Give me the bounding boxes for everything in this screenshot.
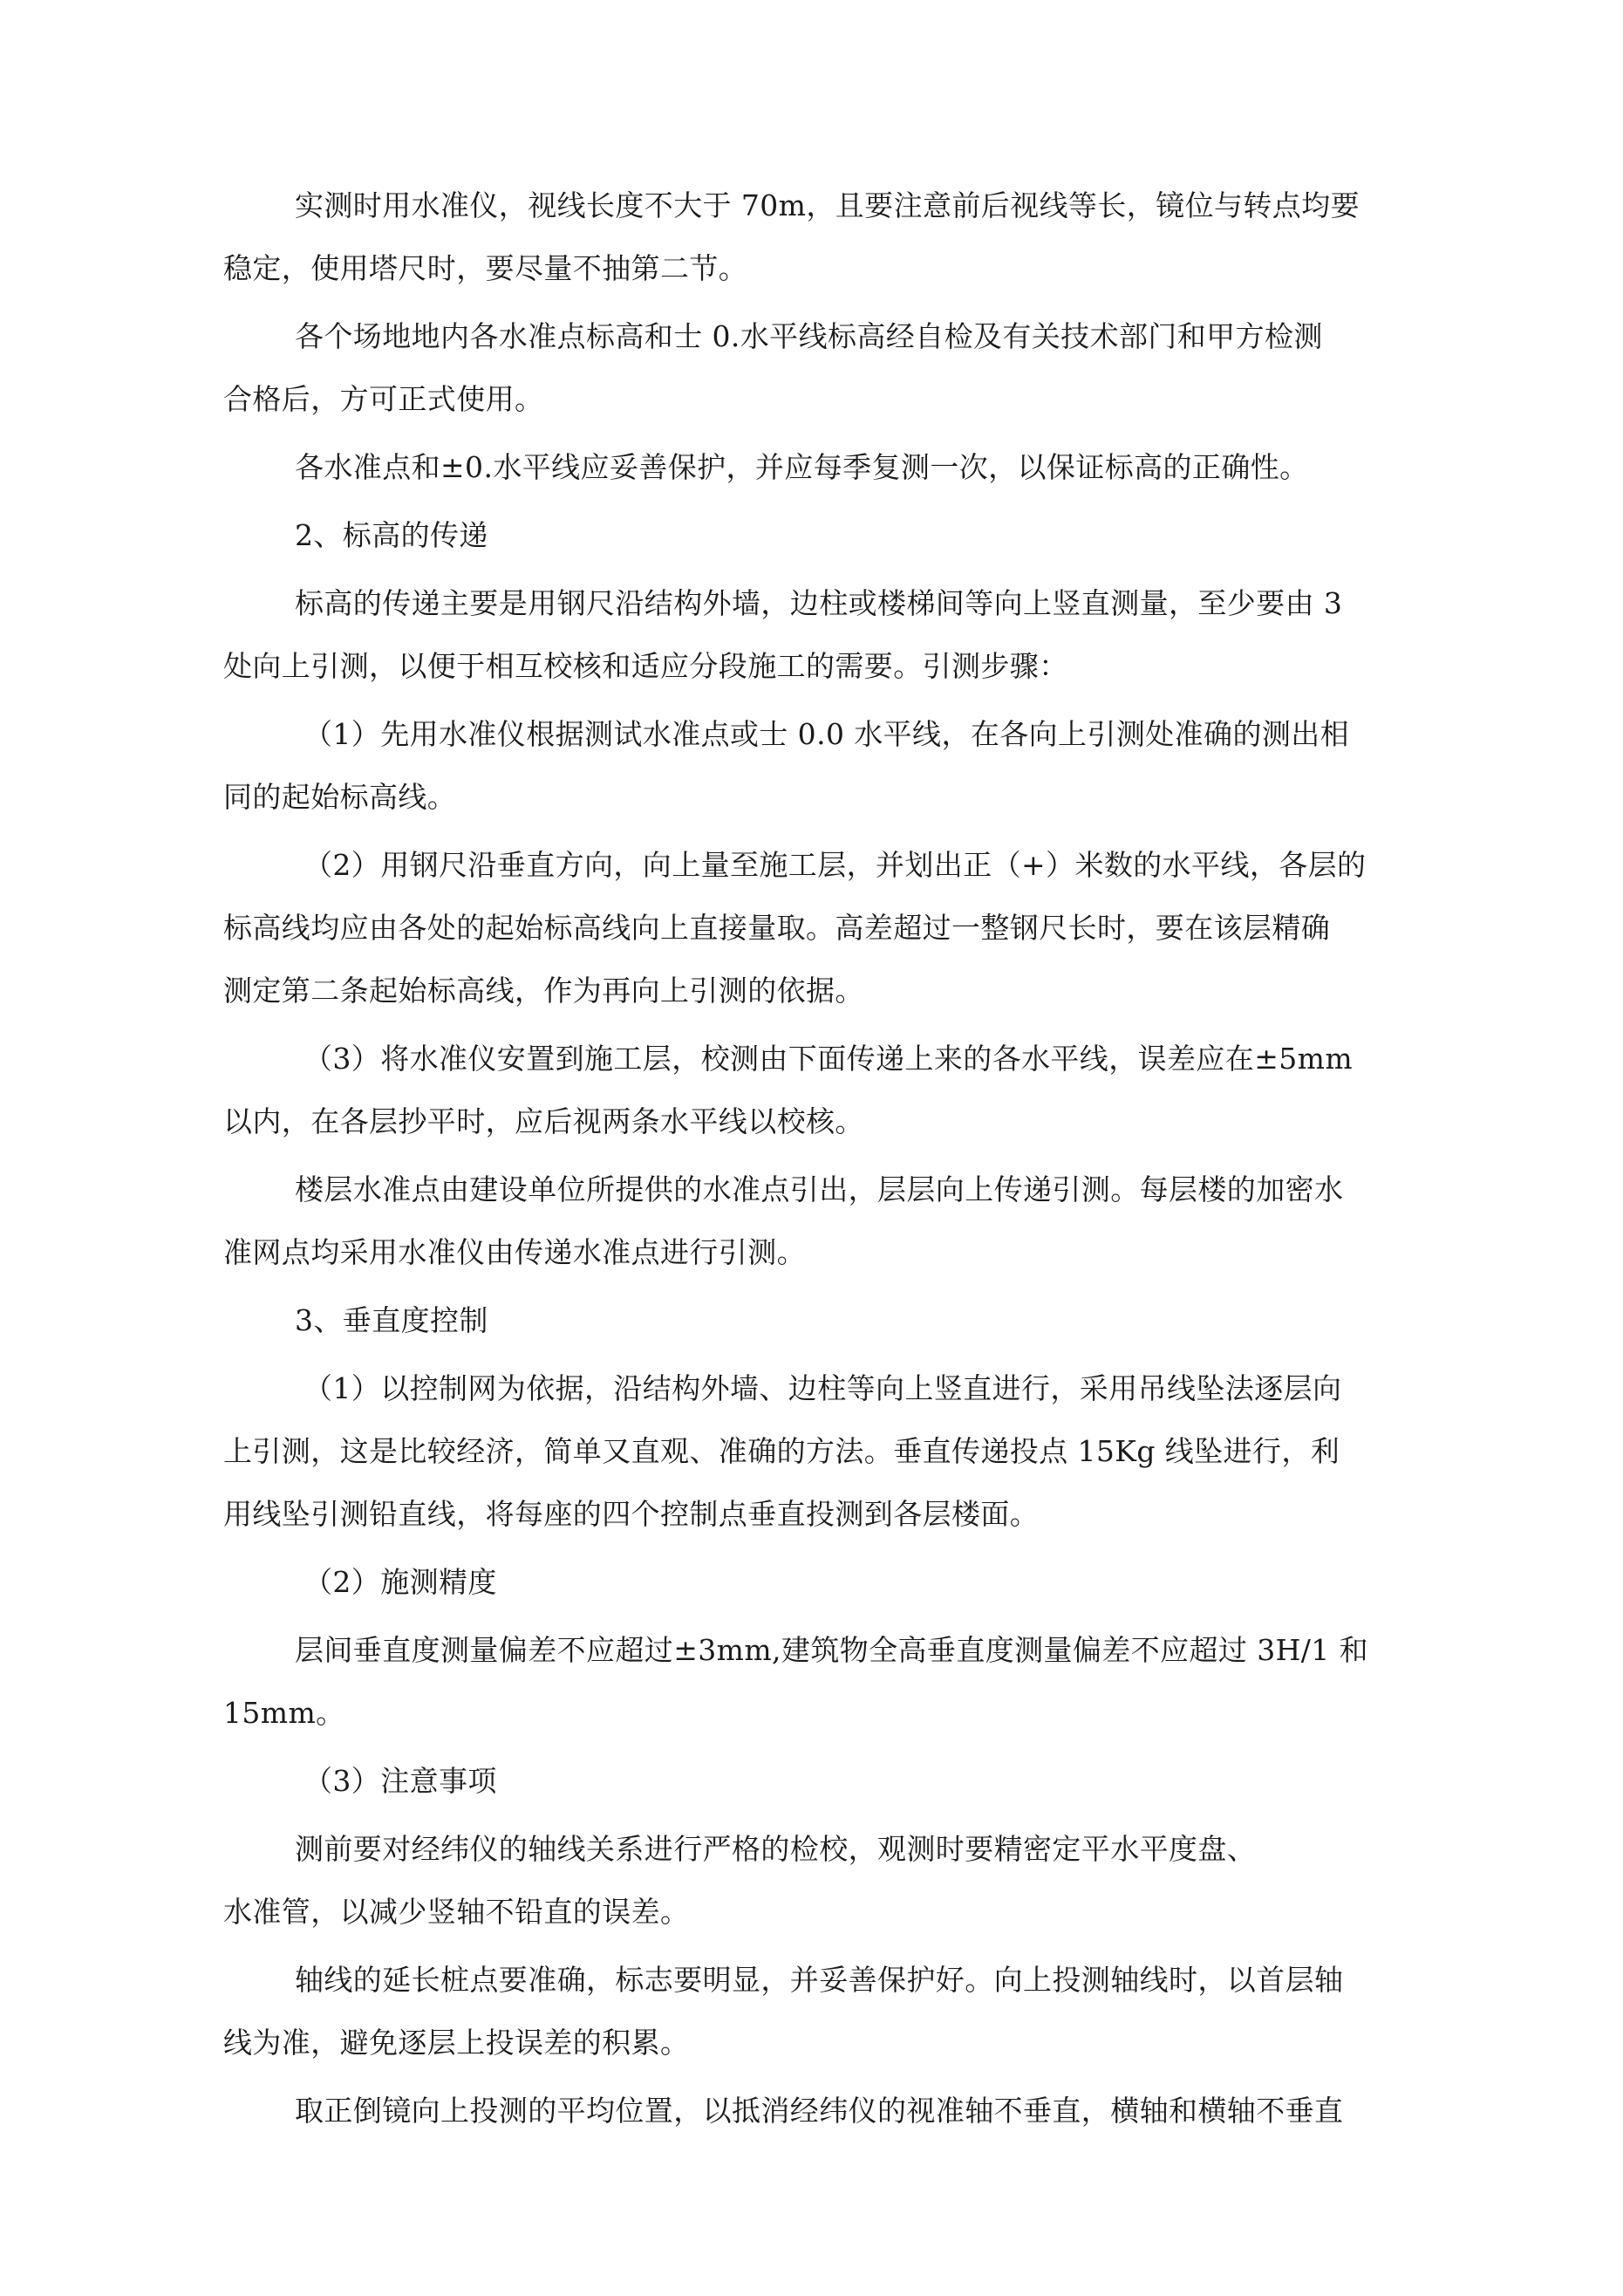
- text-line: （3）注意事项: [303, 1764, 497, 1798]
- paragraph: [295, 2080, 1420, 2142]
- paragraph: [223, 1357, 1420, 1546]
- text-line: 层间垂直度测量偏差不应超过±3mm,建筑物全高垂直度测量偏差不应超过 3H/1 和: [295, 1633, 1368, 1667]
- text-line: 稳定，使用塔尺时，要尽量不抽第二节。: [223, 251, 748, 285]
- text-line: 上引测，这是比较经济，简单又直观、准确的方法。垂直传递投点 15Kg 线坠进行，利: [223, 1434, 1340, 1468]
- text-line: 以内，在各层抄平时，应后视两条水平线以校核。: [223, 1104, 864, 1138]
- paragraph: [223, 1028, 1420, 1153]
- document-body: [223, 174, 1420, 2142]
- paragraph: [223, 174, 1420, 300]
- text-line: （1）以控制网为依据，沿结构外墙、边柱等向上竖直进行，采用吊线坠法逐层向: [303, 1371, 1342, 1405]
- text-line: 3、垂直度控制: [295, 1303, 488, 1337]
- text-line: 合格后，方可正式使用。: [223, 382, 544, 416]
- paragraph: [295, 504, 1420, 567]
- text-line: （1）先用水准仪根据测试水准点或士 0.0 水平线，在各向上引测处准确的测出相: [303, 717, 1350, 751]
- paragraph: [223, 1818, 1420, 1944]
- text-line: 标高线均应由各处的起始标高线向上直接量取。高差超过一整钢尺长时，要在该层精确: [223, 911, 1331, 945]
- text-line: （2）施测精度: [303, 1565, 497, 1599]
- text-line: 准网点均采用水准仪由传递水准点进行引测。: [223, 1235, 806, 1269]
- paragraph: [223, 1949, 1420, 2074]
- paragraph: [295, 1750, 1420, 1813]
- text-line: 水准管，以减少竖轴不铅直的误差。: [223, 1895, 690, 1929]
- paragraph: [295, 1551, 1420, 1614]
- text-line: 15mm。: [223, 1696, 345, 1730]
- paragraph: [223, 1619, 1420, 1745]
- paragraph: [223, 703, 1420, 829]
- text-line: 测前要对经纬仪的轴线关系进行严格的检校，观测时要精密定平水平度盘、: [295, 1832, 1257, 1866]
- text-line: 线为准，避免逐层上投误差的积累。: [223, 2026, 690, 2060]
- paragraph: [295, 1289, 1420, 1352]
- paragraph: [223, 572, 1420, 698]
- text-line: 2、标高的传递: [295, 518, 488, 552]
- text-line: 用线坠引测铅直线，将每座的四个控制点垂直投测到各层楼面。: [223, 1497, 1040, 1531]
- text-line: 楼层水准点由建设单位所提供的水准点引出，层层向上传递引测。每层楼的加密水: [295, 1172, 1344, 1206]
- paragraph: [295, 436, 1420, 499]
- paragraph: [223, 1158, 1420, 1284]
- text-line: 处向上引测，以便于相互校核和适应分段施工的需要。引测步骤：: [223, 649, 1068, 683]
- paragraph: [223, 834, 1420, 1022]
- text-line: （2）用钢尺沿垂直方向，向上量至施工层，并划出正（+）米数的水平线，各层的: [303, 848, 1367, 882]
- text-line: 各个场地地内各水准点标高和士 0.水平线标高经自检及有关技术部门和甲方检测: [295, 319, 1323, 353]
- text-line: （3）将水准仪安置到施工层，校测由下面传递上来的各水平线，误差应在±5mm: [303, 1042, 1354, 1076]
- text-line: 标高的传递主要是用钢尺沿结构外墙，边柱或楼梯间等向上竖直测量，至少要由 3: [295, 586, 1343, 620]
- text-line: 各水准点和±0.水平线应妥善保护，并应每季复测一次，以保证标高的正确性。: [295, 450, 1309, 484]
- text-line: 轴线的延长桩点要准确，标志要明显，并妥善保护好。向上投测轴线时，以首层轴: [295, 1963, 1344, 1997]
- paragraph: [223, 305, 1420, 431]
- text-line: 测定第二条起始标高线，作为再向上引测的依据。: [223, 974, 864, 1008]
- text-line: 取正倒镜向上投测的平均位置，以抵消经纬仪的视准轴不垂直，横轴和横轴不垂直: [295, 2094, 1344, 2128]
- text-line: 实测时用水准仪，视线长度不大于 70m，且要注意前后视线等长，镜位与转点均要: [295, 188, 1360, 222]
- text-line: 同的起始标高线。: [223, 780, 457, 814]
